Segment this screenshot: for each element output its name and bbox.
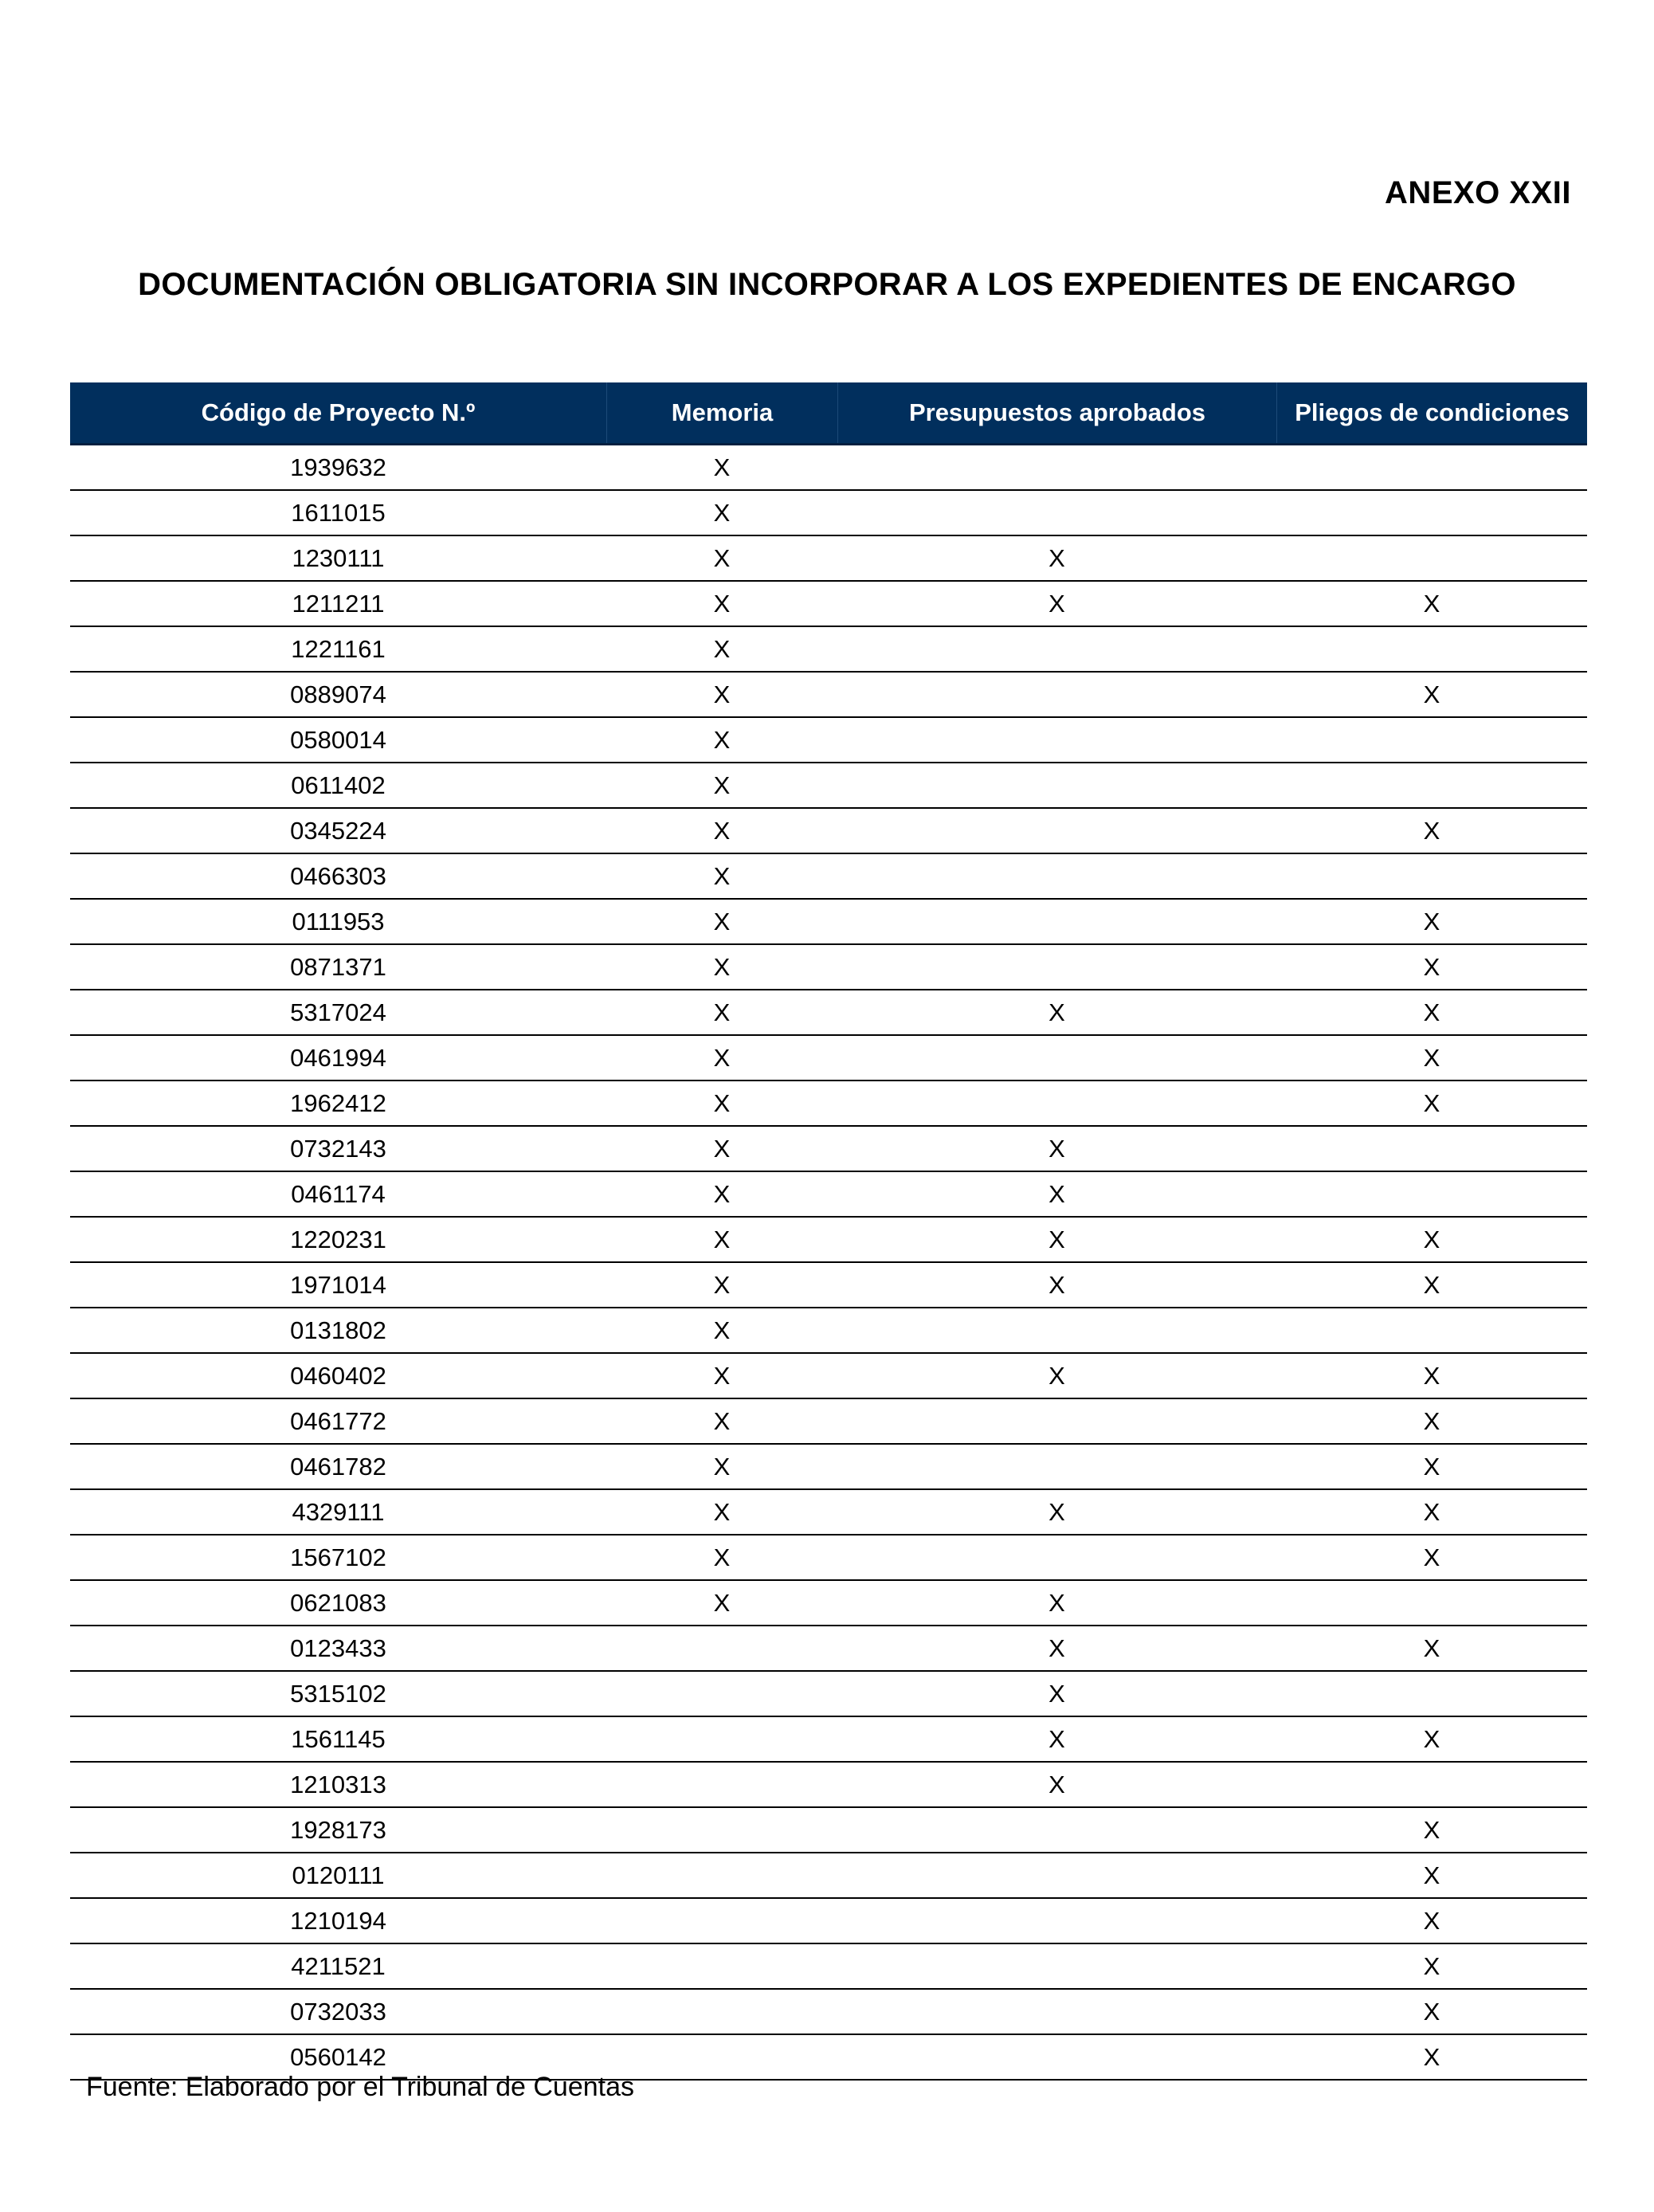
table-row xyxy=(70,809,1587,854)
cell-presupuestos: X xyxy=(1048,1497,1065,1526)
cell-memoria: X xyxy=(713,1406,731,1435)
table-body xyxy=(70,445,1587,2081)
cell-pliegos: X xyxy=(1423,1997,1440,2026)
cell-pliegos: X xyxy=(1423,1452,1440,1481)
cell-project-code: 1971014 xyxy=(290,1270,386,1299)
table-row xyxy=(70,718,1587,763)
cell-project-code: 0111953 xyxy=(292,907,385,935)
cell-project-code: 1567102 xyxy=(290,1543,386,1571)
cell-pliegos: X xyxy=(1423,1724,1440,1753)
table-row xyxy=(70,1763,1587,1808)
cell-presupuestos: X xyxy=(1048,1634,1065,1662)
table-row xyxy=(70,1172,1587,1218)
annex-label: ANEXO XXII xyxy=(1385,175,1571,210)
table-header xyxy=(70,382,1587,445)
cell-project-code: 1939632 xyxy=(290,453,386,481)
cell-memoria: X xyxy=(713,1588,731,1617)
cell-presupuestos: X xyxy=(1048,1679,1065,1708)
cell-project-code: 0345224 xyxy=(290,816,386,845)
table-row xyxy=(70,1218,1587,1263)
cell-pliegos xyxy=(1276,536,1587,580)
table-row xyxy=(70,445,1587,491)
cell-memoria xyxy=(606,1990,837,2034)
cell-project-code: 1211211 xyxy=(292,589,385,618)
cell-memoria: X xyxy=(713,861,731,890)
cell-presupuestos: X xyxy=(1048,1724,1065,1753)
cell-presupuestos: X xyxy=(1048,1361,1065,1390)
cell-presupuestos xyxy=(837,673,1276,716)
cell-presupuestos xyxy=(837,854,1276,898)
cell-pliegos xyxy=(1276,1127,1587,1171)
cell-presupuestos: X xyxy=(1048,998,1065,1026)
table-row xyxy=(70,990,1587,1036)
cell-project-code: 1561145 xyxy=(291,1724,386,1753)
cell-pliegos xyxy=(1276,1172,1587,1216)
column-header-pliegos: Pliegos de condiciones xyxy=(1276,382,1587,443)
cell-project-code: 0580014 xyxy=(290,725,386,754)
cell-memoria: X xyxy=(713,1361,731,1390)
table-row xyxy=(70,1717,1587,1763)
cell-memoria xyxy=(606,1808,837,1852)
cell-presupuestos: X xyxy=(1048,1179,1065,1208)
cell-presupuestos xyxy=(837,900,1276,943)
cell-project-code: 0131802 xyxy=(290,1316,386,1344)
table-row xyxy=(70,763,1587,809)
cell-pliegos xyxy=(1276,1763,1587,1806)
cell-presupuestos xyxy=(837,1853,1276,1897)
cell-pliegos: X xyxy=(1423,1815,1440,1844)
cell-project-code: 0461772 xyxy=(290,1406,386,1435)
cell-memoria: X xyxy=(713,1497,731,1526)
cell-memoria xyxy=(606,1672,837,1716)
cell-pliegos: X xyxy=(1423,1043,1440,1072)
cell-presupuestos xyxy=(837,2035,1276,2079)
cell-project-code: 5315102 xyxy=(290,1679,386,1708)
cell-project-code: 5317024 xyxy=(290,998,386,1026)
table-row xyxy=(70,1490,1587,1535)
table-row xyxy=(70,1081,1587,1127)
cell-project-code: 1928173 xyxy=(290,1815,386,1844)
cell-memoria xyxy=(606,1853,837,1897)
cell-presupuestos: X xyxy=(1048,1270,1065,1299)
table-row xyxy=(70,1581,1587,1626)
cell-pliegos: X xyxy=(1423,816,1440,845)
document-title: DOCUMENTACIÓN OBLIGATORIA SIN INCORPORAR A LOS EXPEDIENTES DE ENCARGO xyxy=(138,267,1516,302)
table-row xyxy=(70,1990,1587,2035)
cell-memoria: X xyxy=(713,771,731,799)
cell-project-code: 0871371 xyxy=(290,952,386,981)
cell-memoria xyxy=(606,1899,837,1943)
table-row xyxy=(70,854,1587,900)
cell-project-code: 0461782 xyxy=(290,1452,386,1481)
cell-pliegos xyxy=(1276,445,1587,489)
projects-table xyxy=(70,382,1587,2081)
cell-presupuestos: X xyxy=(1048,1134,1065,1163)
cell-memoria: X xyxy=(713,1316,731,1344)
cell-presupuestos xyxy=(837,809,1276,853)
cell-pliegos xyxy=(1276,854,1587,898)
table-row xyxy=(70,1899,1587,1944)
table-row xyxy=(70,900,1587,945)
cell-memoria: X xyxy=(713,1134,731,1163)
table-row xyxy=(70,1354,1587,1399)
cell-project-code: 0461994 xyxy=(290,1043,386,1072)
cell-memoria: X xyxy=(713,634,731,663)
cell-pliegos: X xyxy=(1423,907,1440,935)
cell-memoria: X xyxy=(713,725,731,754)
cell-pliegos: X xyxy=(1423,1088,1440,1117)
cell-pliegos: X xyxy=(1423,1634,1440,1662)
cell-presupuestos xyxy=(837,1990,1276,2034)
cell-memoria xyxy=(606,1717,837,1761)
cell-pliegos xyxy=(1276,718,1587,762)
cell-memoria: X xyxy=(713,907,731,935)
table-row xyxy=(70,1036,1587,1081)
cell-project-code: 0732143 xyxy=(290,1134,386,1163)
cell-pliegos xyxy=(1276,627,1587,671)
cell-presupuestos xyxy=(837,1899,1276,1943)
cell-memoria xyxy=(606,1944,837,1988)
cell-presupuestos xyxy=(837,1399,1276,1443)
cell-pliegos xyxy=(1276,1581,1587,1625)
cell-memoria: X xyxy=(713,952,731,981)
source-note: Fuente: Elaborado por el Tribunal de Cuentas xyxy=(86,2072,635,2102)
table-row xyxy=(70,1853,1587,1899)
cell-project-code: 0461174 xyxy=(291,1179,386,1208)
cell-presupuestos xyxy=(837,945,1276,989)
cell-memoria: X xyxy=(713,543,731,572)
cell-presupuestos: X xyxy=(1048,543,1065,572)
cell-pliegos: X xyxy=(1423,1951,1440,1980)
cell-project-code: 1962412 xyxy=(290,1088,386,1117)
cell-presupuestos xyxy=(837,1808,1276,1852)
cell-memoria: X xyxy=(713,1043,731,1072)
cell-project-code: 1230111 xyxy=(292,543,385,572)
cell-memoria: X xyxy=(713,1179,731,1208)
cell-memoria: X xyxy=(713,1452,731,1481)
table-row xyxy=(70,536,1587,582)
cell-pliegos: X xyxy=(1423,1361,1440,1390)
cell-pliegos xyxy=(1276,763,1587,807)
column-header-project-code: Código de Proyecto N.º xyxy=(201,398,476,426)
cell-project-code: 1611015 xyxy=(291,498,386,527)
table-row xyxy=(70,1944,1587,1990)
table-row xyxy=(70,1308,1587,1354)
table-row xyxy=(70,1808,1587,1853)
cell-presupuestos xyxy=(837,1535,1276,1579)
cell-pliegos: X xyxy=(1423,1861,1440,1889)
cell-project-code: 0560142 xyxy=(290,2042,386,2071)
cell-pliegos: X xyxy=(1423,1543,1440,1571)
table-row xyxy=(70,627,1587,673)
cell-presupuestos xyxy=(837,1036,1276,1080)
cell-memoria: X xyxy=(713,998,731,1026)
cell-project-code: 0611402 xyxy=(291,771,386,799)
cell-pliegos xyxy=(1276,491,1587,535)
cell-presupuestos: X xyxy=(1048,1225,1065,1253)
table-row xyxy=(70,582,1587,627)
cell-pliegos xyxy=(1276,1672,1587,1716)
cell-project-code: 4211521 xyxy=(291,1951,386,1980)
table-row xyxy=(70,1127,1587,1172)
table-row xyxy=(70,1672,1587,1717)
cell-memoria: X xyxy=(713,1270,731,1299)
cell-project-code: 4329111 xyxy=(292,1497,385,1526)
table-row xyxy=(70,1535,1587,1581)
table-row xyxy=(70,945,1587,990)
cell-pliegos: X xyxy=(1423,589,1440,618)
column-header-presupuestos: Presupuestos aprobados xyxy=(837,382,1276,443)
cell-pliegos: X xyxy=(1423,1406,1440,1435)
cell-memoria: X xyxy=(713,1088,731,1117)
cell-pliegos: X xyxy=(1423,2042,1440,2071)
cell-memoria xyxy=(606,1626,837,1670)
cell-project-code: 0123433 xyxy=(290,1634,386,1662)
cell-project-code: 0889074 xyxy=(290,680,386,708)
cell-project-code: 0621083 xyxy=(290,1588,386,1617)
cell-project-code: 1210194 xyxy=(290,1906,386,1935)
column-header-memoria: Memoria xyxy=(606,382,837,443)
cell-memoria: X xyxy=(713,589,731,618)
table-row xyxy=(70,673,1587,718)
cell-pliegos: X xyxy=(1423,1906,1440,1935)
cell-memoria: X xyxy=(713,1225,731,1253)
cell-memoria: X xyxy=(713,1543,731,1571)
table-row xyxy=(70,1263,1587,1308)
cell-memoria: X xyxy=(713,680,731,708)
cell-presupuestos xyxy=(837,1944,1276,1988)
table-row xyxy=(70,1626,1587,1672)
cell-presupuestos xyxy=(837,1445,1276,1488)
cell-presupuestos: X xyxy=(1048,589,1065,618)
cell-presupuestos: X xyxy=(1048,1588,1065,1617)
cell-pliegos xyxy=(1276,1308,1587,1352)
cell-presupuestos xyxy=(837,763,1276,807)
cell-presupuestos xyxy=(837,1308,1276,1352)
cell-presupuestos xyxy=(837,1081,1276,1125)
cell-presupuestos xyxy=(837,627,1276,671)
cell-presupuestos xyxy=(837,445,1276,489)
cell-memoria: X xyxy=(713,453,731,481)
cell-memoria xyxy=(606,2035,837,2079)
cell-pliegos: X xyxy=(1423,680,1440,708)
cell-presupuestos xyxy=(837,491,1276,535)
cell-pliegos: X xyxy=(1423,998,1440,1026)
cell-memoria: X xyxy=(713,498,731,527)
cell-pliegos: X xyxy=(1423,952,1440,981)
cell-project-code: 0120111 xyxy=(292,1861,385,1889)
cell-pliegos: X xyxy=(1423,1497,1440,1526)
cell-project-code: 1210313 xyxy=(290,1770,386,1798)
cell-project-code: 0460402 xyxy=(290,1361,386,1390)
cell-project-code: 1221161 xyxy=(291,634,386,663)
cell-pliegos: X xyxy=(1423,1225,1440,1253)
cell-project-code: 1220231 xyxy=(290,1225,386,1253)
table-row xyxy=(70,1445,1587,1490)
cell-memoria xyxy=(606,1763,837,1806)
cell-project-code: 0732033 xyxy=(290,1997,386,2026)
table-row xyxy=(70,491,1587,536)
cell-presupuestos: X xyxy=(1048,1770,1065,1798)
cell-presupuestos xyxy=(837,718,1276,762)
cell-pliegos: X xyxy=(1423,1270,1440,1299)
cell-memoria: X xyxy=(713,816,731,845)
cell-project-code: 0466303 xyxy=(290,861,386,890)
table-row xyxy=(70,1399,1587,1445)
